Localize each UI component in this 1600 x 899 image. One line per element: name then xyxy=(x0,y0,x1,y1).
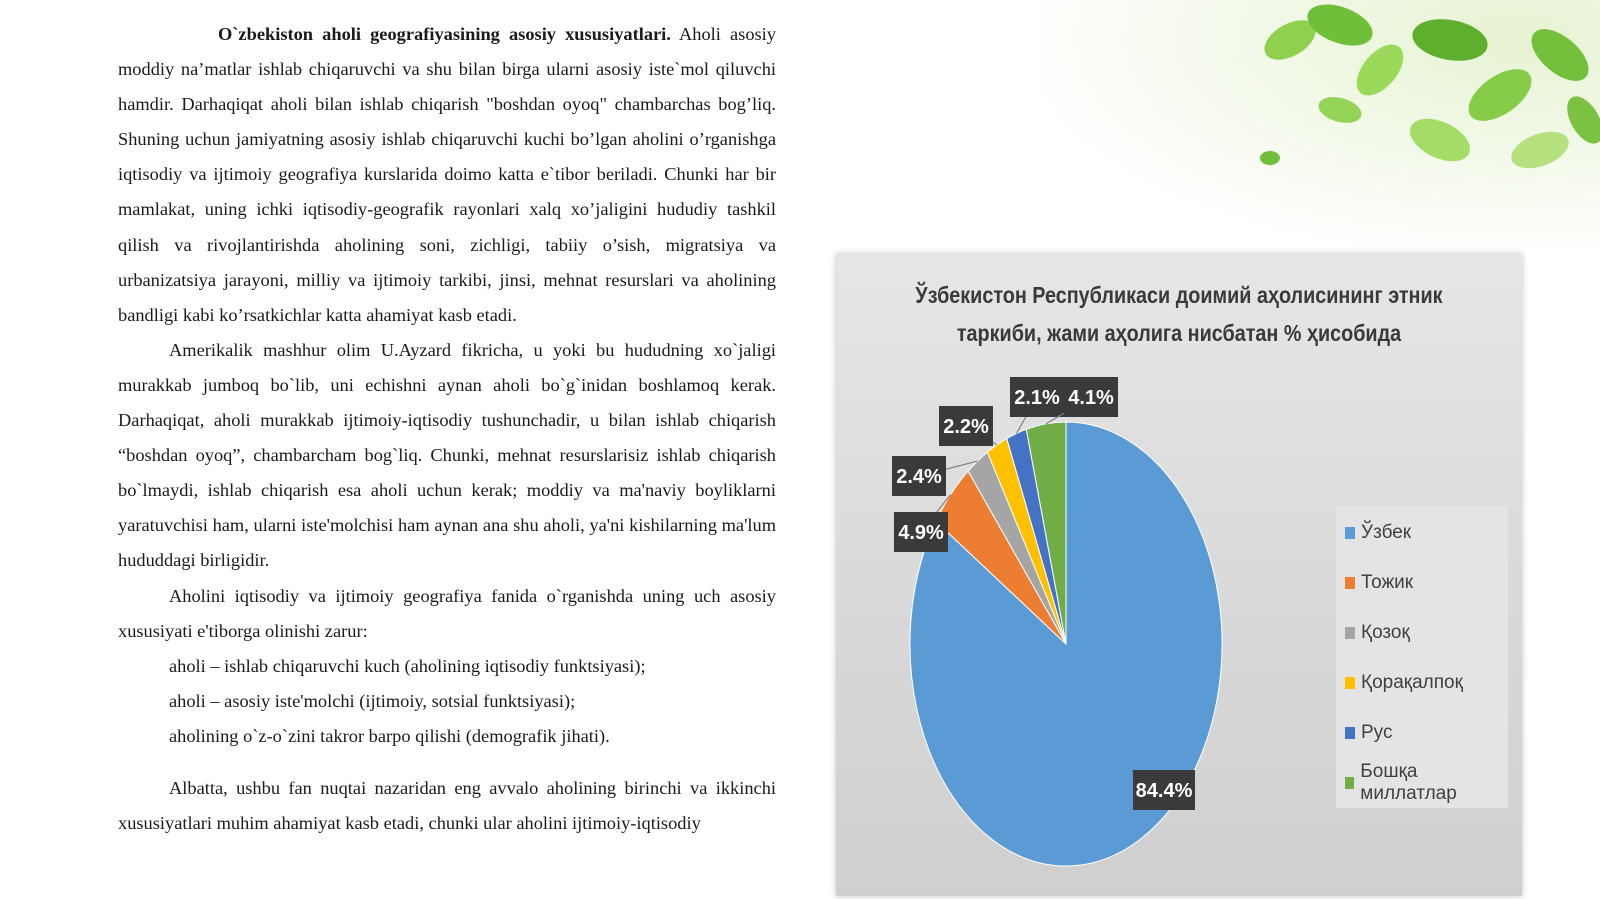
legend-swatch-2 xyxy=(1345,627,1355,639)
legend-label-1: Тожик xyxy=(1361,572,1414,593)
data-label-2: 2.4% xyxy=(896,466,942,488)
chart-title-line-1: Ўзбекистон Республикаси доимий аҳолисининг этник xyxy=(915,282,1443,308)
paragraph-3: Aholini iqtisodiy va ijtimoiy geografiya fanida o`rganishda uning uch asosiy xususiyati e'tiborga olinishi zarur: xyxy=(118,585,776,641)
data-label-5: 4.1% xyxy=(1068,387,1114,409)
leaf-graphic xyxy=(1040,0,1600,250)
data-label-4: 2.1% xyxy=(1014,387,1060,409)
legend-label-4: Рус xyxy=(1361,722,1393,743)
section-heading: O`zbekiston aholi geografiyasining asosiy xususiyatlari. xyxy=(218,24,671,44)
pie-chart xyxy=(836,254,1522,896)
list-item-3: aholining o`z-o`zini takror barpo qilishi (demografik jihati). xyxy=(169,725,610,746)
legend-swatch-1 xyxy=(1345,577,1355,589)
legend-label-5: Бошқа миллатлар xyxy=(1360,761,1457,804)
legend-item-3 xyxy=(1345,670,1463,696)
chart-title-line-2: таркиби, жами аҳолига нисбатан % ҳисобида xyxy=(956,320,1402,346)
data-label-0: 84.4% xyxy=(1135,780,1193,802)
legend-label-2: Қозоқ xyxy=(1361,622,1410,643)
data-label-1: 4.9% xyxy=(898,522,944,544)
leaves-decoration xyxy=(1040,0,1600,250)
list-item-2: aholi – asosiy iste'molchi (ijtimoiy, sotsial funktsiyasi); xyxy=(169,690,576,711)
document-text xyxy=(118,17,776,841)
legend-swatch-3 xyxy=(1345,677,1355,689)
legend-label-3: Қорақалпоқ xyxy=(1361,672,1463,693)
legend-item-4 xyxy=(1345,720,1392,746)
legend-item-1 xyxy=(1345,570,1413,596)
legend-swatch-0 xyxy=(1345,527,1355,539)
legend-swatch-5 xyxy=(1345,777,1354,789)
legend-item-5 xyxy=(1345,761,1508,804)
legend-item-0 xyxy=(1345,520,1411,546)
paragraph-4: Albatta, ushbu fan nuqtai nazaridan eng avvalo aholining birinchi va ikkinchi xususiyatlari muhim ahamiyat kasb etadi, chunki ular aholini ijtimoiy-iqtisodiy xyxy=(118,777,776,834)
data-label-3: 2.2% xyxy=(943,416,989,438)
legend-item-2 xyxy=(1345,620,1410,646)
chart-legend xyxy=(1336,506,1508,808)
paragraph-1-body: Aholi asosiy moddiy na’matlar ishlab chiqaruvchi va shu bilan birga ularni asosiy iste`mol qiluvchi hamdir. Darhaqiqat aholi bilan ishlab chiqarish "boshdan oyoq" chambarchas bog’liq. Shuning uchun jamiyatning asosiy ishlab chiqaruvchi kuchi bo’lgan aholini o’rganishga iqtisodiy va ijtimoiy geografiya kurslarida doimo katta e`tibor beriladi. Chunki har bir mamlakat, uning ichki iqtisodiy-geografik rayonlari xalq xo’jaligini hududiy tashkil qilish va rivojlantirishda aholining soni, zichligi, tabiiy o’sish, migratsiya va urbanizatsiya jarayoni, milliy va ijtimoiy tarkibi, jinsi, mehnat resurslari va aholining bandligi kabi ko’rsatkichlar katta ahamiyat kasb etadi. xyxy=(118,24,776,325)
legend-label-0: Ўзбек xyxy=(1361,522,1412,543)
legend-swatch-4 xyxy=(1345,727,1355,739)
list-item-1: aholi – ishlab chiqaruvchi kuch (aholining iqtisodiy funktsiyasi); xyxy=(169,655,646,676)
paragraph-1 xyxy=(118,17,776,333)
paragraph-2: Amerikalik mashhur olim U.Ayzard fikricha, u yoki bu hududning xo`jaligi murakkab jumboq bo`lib, uni echishni aynan aholi bo`g`inidan boshlamoq kerak. Darhaqiqat, aholi murakkab ijtimoiy-iqtisodiy tushunchadir, u bilan ishlab chiqarish “boshdan oyoq”, chambarcham bog`liq. Chunki, mehnat resurslarisiz ishlab chiqarish bo`lmaydi, ishlab chiqarish esa aholi uchun kerak; moddiy va ma'naviy boyliklarni yaratuvchisi ham, ularni iste'molchisi ham aynan ana shu aholi, ya'ni kishilarning ma'lum hududdagi birligidir. xyxy=(118,339,776,571)
